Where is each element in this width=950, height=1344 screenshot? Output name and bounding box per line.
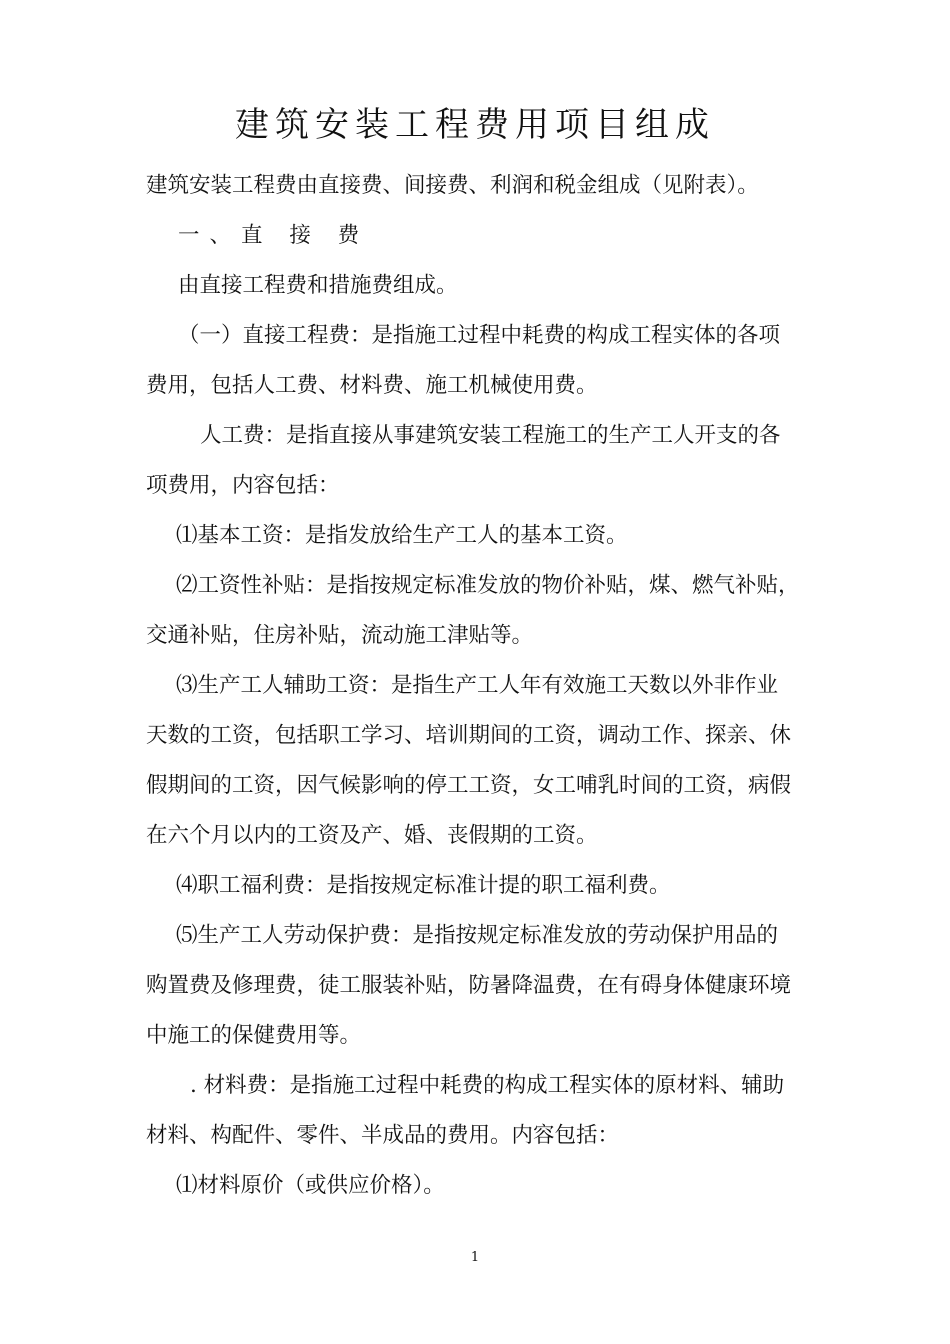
paragraph-direct-cost-composition: 由直接工程费和措施费组成。 <box>178 273 458 298</box>
paragraph-direct-engineering-cost-line-1: （一）直接工程费：是指施工过程中耗费的构成工程实体的各项 <box>178 323 781 348</box>
paragraph-labor-cost-line-1: 人工费：是指直接从事建筑安装工程施工的生产工人开支的各 <box>200 423 781 448</box>
paragraph-material-cost-line-1: . 材料费：是指施工过程中耗费的构成工程实体的原材料、辅助 <box>190 1073 785 1098</box>
list-item-wage-subsidy-line-2: 交通补贴，住房补贴，流动施工津贴等。 <box>146 623 534 648</box>
paragraph-intro: 建筑安装工程费由直接费、间接费、利润和税金组成（见附表）。 <box>146 173 759 198</box>
section-heading-direct-cost: 一、直 接 费 <box>178 223 370 248</box>
page-number: 1 <box>470 1250 480 1265</box>
list-item-basic-wage: ⑴基本工资：是指发放给生产工人的基本工资。 <box>176 523 628 548</box>
paragraph-labor-cost-line-2: 项费用，内容包括： <box>146 473 340 498</box>
list-item-labor-protection-line-3: 中施工的保健费用等。 <box>146 1023 362 1048</box>
list-item-labor-protection-line-2: 购置费及修理费，徒工服装补贴，防暑降温费，在有碍身体健康环境 <box>146 973 792 998</box>
list-item-auxiliary-wage-line-3: 假期间的工资，因气候影响的停工工资，女工哺乳时间的工资，病假 <box>146 773 792 798</box>
document-title: 建筑安装工程费用项目组成 <box>235 105 715 145</box>
list-item-labor-protection-line-1: ⑸生产工人劳动保护费：是指按规定标准发放的劳动保护用品的 <box>176 923 779 948</box>
list-item-wage-subsidy-line-1: ⑵工资性补贴：是指按规定标准发放的物价补贴，煤、燃气补贴， <box>176 573 800 598</box>
list-item-auxiliary-wage-line-4: 在六个月以内的工资及产、婚、丧假期的工资。 <box>146 823 598 848</box>
list-item-auxiliary-wage-line-2: 天数的工资，包括职工学习、培训期间的工资，调动工作、探亲、休 <box>146 723 792 748</box>
list-item-auxiliary-wage-line-1: ⑶生产工人辅助工资：是指生产工人年有效施工天数以外非作业 <box>176 673 779 698</box>
paragraph-direct-engineering-cost-line-2: 费用，包括人工费、材料费、施工机械使用费。 <box>146 373 598 398</box>
list-item-material-original-price: ⑴材料原价（或供应价格）。 <box>176 1173 445 1198</box>
list-item-welfare-fee: ⑷职工福利费：是指按规定标准计提的职工福利费。 <box>176 873 671 898</box>
paragraph-material-cost-line-2: 材料、构配件、零件、半成品的费用。内容包括： <box>146 1123 620 1148</box>
